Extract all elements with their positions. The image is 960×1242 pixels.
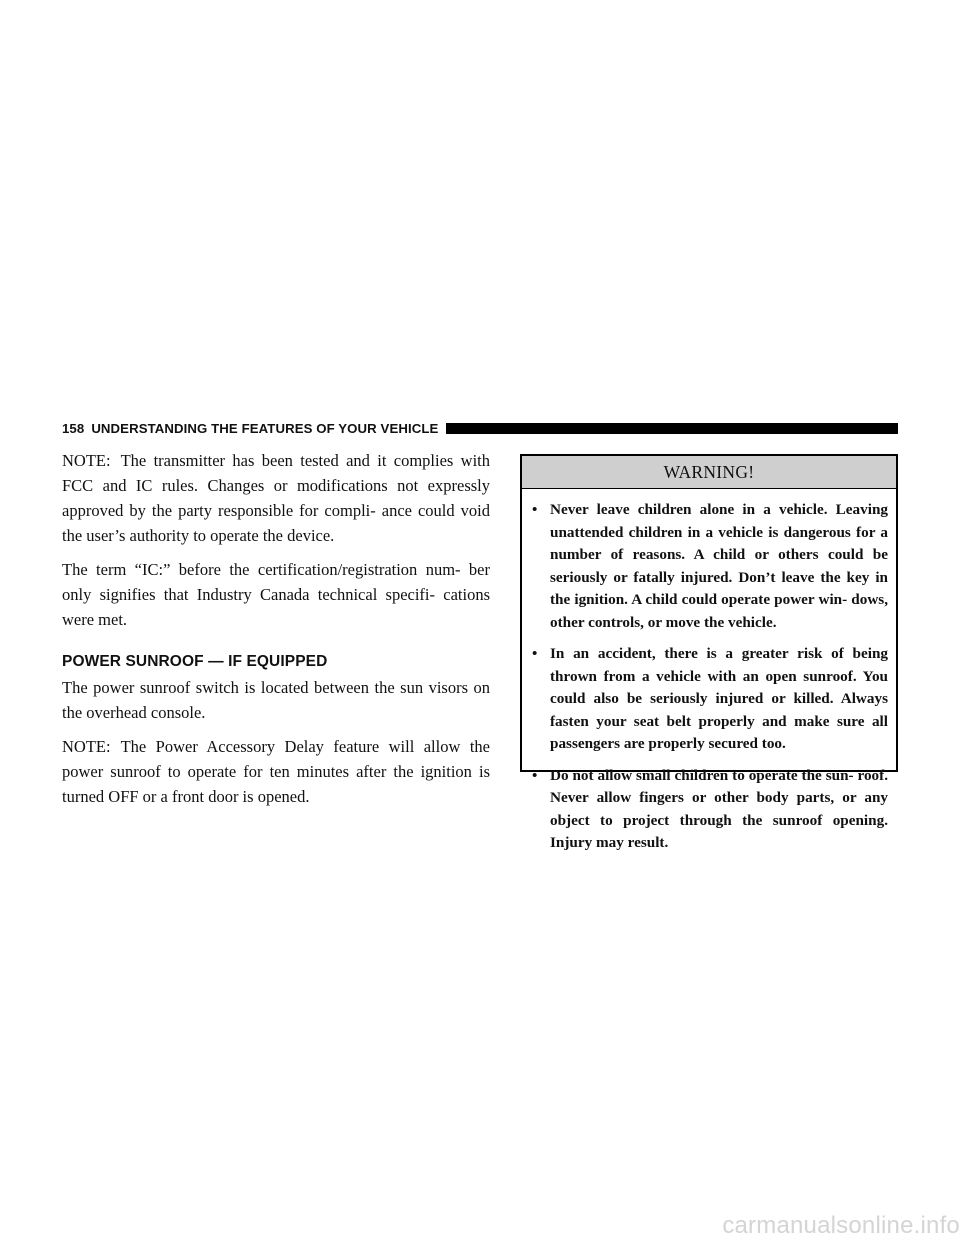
page-number: 158 [62,420,85,436]
warning-item [530,643,888,756]
note-text: The transmitter has been tested and it complies with FCC and IC rules. Changes or modifications not expressly approved by the party responsible for compli- ance could void the user’s authority to operate the device. [62,451,490,545]
note-label: NOTE: [62,737,111,756]
left-column [62,448,490,818]
warning-item-text: Do not allow small children to operate the sun- roof. Never allow fingers or other body parts, or any object to project through the sunroof opening. Injury may result. [550,766,888,851]
warning-list [522,489,896,855]
note-paragraph-transmitter [62,448,490,548]
warning-box [520,454,898,851]
note-text: The Power Accessory Delay feature will allow the power sunroof to operate for ten minutes after the ignition is turned OFF or a front door is opened. [62,737,490,806]
section-heading-power-sunroof: POWER SUNROOF — IF EQUIPPED [62,653,328,670]
warning-item-text: Never leave children alone in a vehicle. Leaving unattended children in a vehicle is dangerous for a number of reasons. A child or others could be seriously or fatally injured. Don’t leave the key in the ignition. A child could operate power win- dows, other controls, or move the vehicle. [550,501,888,631]
warning-item [530,765,888,855]
bullet-icon: • [532,766,538,784]
page-header [62,418,898,438]
ic-paragraph: The term “IC:” before the certification/registration num- ber only signifies that Industry Canada technical specifi- cations were met. [62,560,490,629]
warning-title: WARNING! [522,456,896,489]
bullet-icon: • [532,501,538,518]
warning-item [530,499,888,634]
watermark-logo: carmanualsonline.info [722,1212,960,1239]
warning-item-text: In an accident, there is a greater risk of being thrown from a vehicle with an open sunroof. You could also be seriously injured or killed. Always fasten your seat belt properly and make sure all passengers are properly secured too. [550,645,888,752]
header-rule [446,423,898,434]
note-paragraph-accessory-delay [62,734,490,809]
sunroof-paragraph: The power sunroof switch is located between the sun visors on the overhead console. [62,678,490,722]
running-title: UNDERSTANDING THE FEATURES OF YOUR VEHICLE [91,420,439,436]
bullet-icon: • [532,645,538,662]
note-label: NOTE: [62,451,111,470]
